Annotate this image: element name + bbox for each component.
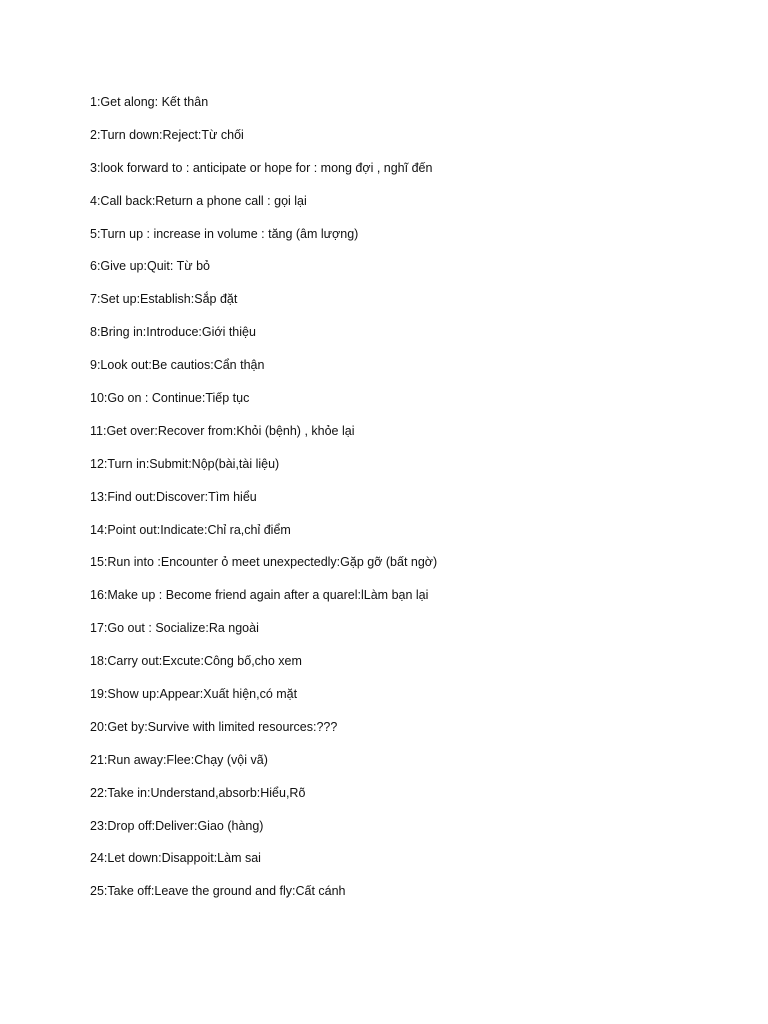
list-item: 15:Run into :Encounter ỏ meet unexpectedly:Gặp gỡ (bất ngờ) <box>90 555 438 570</box>
list-item: 14:Point out:Indicate:Chỉ ra,chỉ điểm <box>90 522 291 537</box>
list-item: 22:Take in:Understand,absorb:Hiểu,Rõ <box>90 785 306 800</box>
list-item: 21:Run away:Flee:Chạy (vội vã) <box>90 752 268 767</box>
list-item: 9:Look out:Be cautios:Cẩn thận <box>90 358 265 373</box>
list-item: 16:Make up : Become friend again after a quarel:lLàm bạn lại <box>90 588 429 603</box>
list-item: 4:Call back:Return a phone call : gọi lại <box>90 193 307 208</box>
phrasal-verb-list <box>90 92 437 914</box>
list-item: 7:Set up:Establish:Sắp đặt <box>90 292 238 307</box>
list-item: 6:Give up:Quit: Từ bỏ <box>90 259 211 274</box>
list-item: 20:Get by:Survive with limited resources:??? <box>90 719 338 734</box>
list-item: 11:Get over:Recover from:Khỏi (bệnh) , khỏe lại <box>90 423 355 438</box>
list-item: 17:Go out : Socialize:Ra ngoài <box>90 621 259 636</box>
list-item: 8:Bring in:Introduce:Giới thiệu <box>90 325 256 340</box>
list-item: 12:Turn in:Submit:Nộp(bài,tài liệu) <box>90 456 280 471</box>
list-item: 23:Drop off:Deliver:Giao (hàng) <box>90 818 264 833</box>
list-item: 25:Take off:Leave the ground and fly:Cất cánh <box>90 884 346 899</box>
list-item: 10:Go on : Continue:Tiếp tục <box>90 391 250 406</box>
list-item: 3:look forward to : anticipate or hope for : mong đợi , nghĩ đến <box>90 160 433 175</box>
list-item: 24:Let down:Disappoit:Làm sai <box>90 851 261 866</box>
list-item: 2:Turn down:Reject:Từ chối <box>90 127 244 142</box>
list-item: 18:Carry out:Excute:Công bố,cho xem <box>90 654 302 669</box>
list-item: 5:Turn up : increase in volume : tăng (âm lượng) <box>90 226 359 241</box>
list-item: 13:Find out:Discover:Tìm hiểu <box>90 489 257 504</box>
list-item: 1:Get along: Kết thân <box>90 95 209 109</box>
list-item: 19:Show up:Appear:Xuất hiện,có mặt <box>90 687 298 702</box>
